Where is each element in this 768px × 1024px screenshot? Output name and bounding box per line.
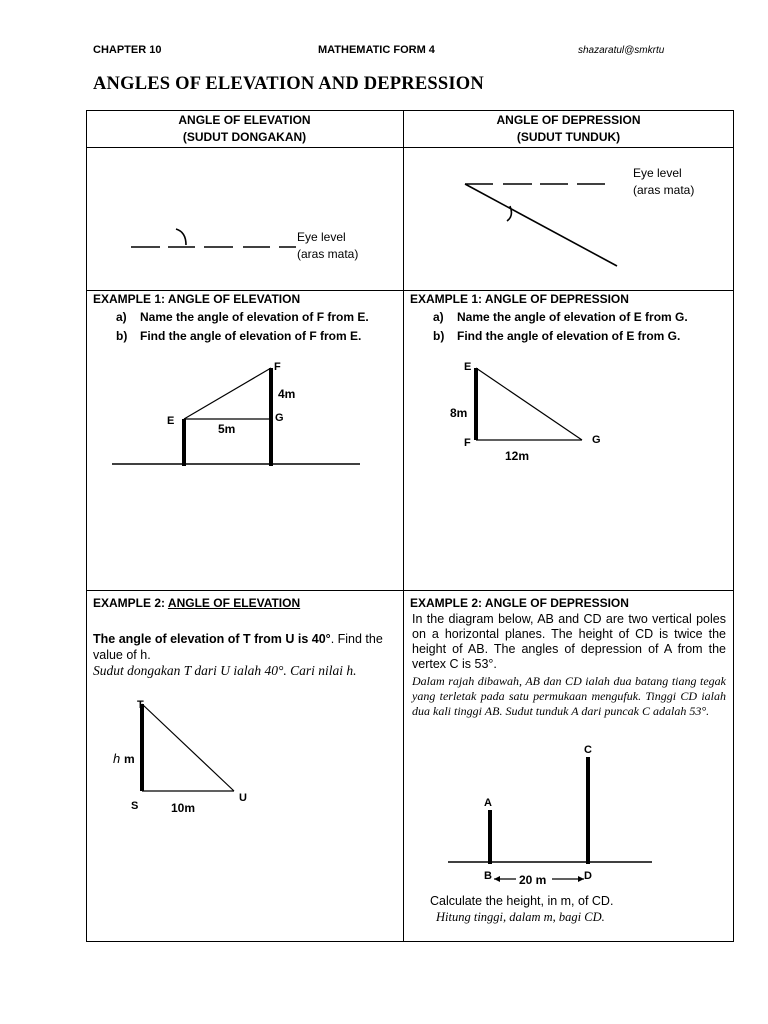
example2-depression-calc-en: Calculate the height, in m, of CD. [430, 894, 614, 908]
point-f-label: F [464, 437, 471, 449]
example2-depression-calc-malay: Hitung tinggi, dalam m, bagi CD. [436, 910, 605, 924]
author-label: shazaratul@smkrtu [578, 45, 665, 56]
height-variable-label: h [113, 751, 121, 766]
distance-label: 5m [218, 422, 236, 436]
question-text: Name the angle of elevation of E from G. [457, 310, 688, 324]
point-t-label: T [137, 699, 144, 711]
height-unit-label: m [124, 752, 135, 766]
point-g-label: G [275, 412, 284, 424]
distance-label: 12m [505, 449, 530, 463]
point-c-label: C [584, 744, 592, 756]
point-e-label: E [464, 361, 472, 373]
distance-label: 20 m [519, 873, 547, 887]
point-b-label: B [484, 870, 492, 882]
question-text: Find the angle of elevation of F from E. [140, 329, 362, 343]
question-text: Name the angle of elevation of F from E. [140, 310, 369, 324]
column-header-depression-line2: (SUDUT TUNDUK) [516, 130, 621, 144]
point-e-label: E [167, 415, 175, 427]
column-header-elevation-line1: ANGLE OF ELEVATION [178, 113, 311, 127]
example1-elevation-title: EXAMPLE 1: ANGLE OF ELEVATION [93, 292, 301, 306]
question-label: b) [433, 329, 445, 343]
title-underlined: ANGLE OF ELEVATION [167, 596, 301, 610]
height-label: 4m [278, 387, 296, 401]
eye-level-malay-label: (aras mata) [297, 247, 359, 261]
question-text: Find the angle of elevation of E from G. [457, 329, 681, 343]
example2-depression-text-malay: Dalam rajah dibawah, AB dan CD ialah dua batang tiang tegak yang terletak pada satu permukaan mengufuk. Tinggi CD ialah dua kali tinggi AB. Sudut tunduk A dari puncak C adalah 53°. [412, 674, 726, 718]
question-bold: The angle of elevation of T from U is 40° [93, 632, 331, 646]
point-a-label: A [484, 797, 492, 809]
column-header-depression-line1: ANGLE OF DEPRESSION [496, 113, 641, 127]
question-rest: . Find the value of h. [93, 632, 383, 662]
title-prefix: EXAMPLE 2: [93, 596, 168, 610]
question-label: a) [433, 310, 444, 324]
point-f-label: F [274, 361, 281, 373]
question-label: a) [116, 310, 127, 324]
example2-depression-title: EXAMPLE 2: ANGLE OF DEPRESSION [410, 596, 629, 610]
height-label: 8m [450, 406, 468, 420]
example1-depression-title: EXAMPLE 1: ANGLE OF DEPRESSION [410, 292, 629, 306]
chapter-label: CHAPTER 10 [93, 44, 162, 56]
eye-level-label: Eye level [297, 230, 346, 244]
arrow-head-left [494, 876, 500, 882]
eye-level-malay-label: (aras mata) [633, 183, 695, 197]
example2-elevation-question-malay: Sudut dongakan T dari U ialah 40°. Cari nilai h. [93, 663, 357, 678]
subject-label: MATHEMATIC FORM 4 [318, 44, 435, 56]
example2-depression-text-en: In the diagram below, AB and CD are two vertical poles on a horizontal planes. The height of CD is twice the height of AB. The angles of depression of A from the vertex C is 53°. [412, 612, 726, 671]
eye-level-label: Eye level [633, 166, 682, 180]
point-g-label: G [592, 434, 601, 446]
point-u-label: U [239, 792, 247, 804]
point-s-label: S [131, 800, 139, 812]
distance-label: 10m [171, 801, 196, 815]
point-d-label: D [584, 870, 592, 882]
question-label: b) [116, 329, 128, 343]
page-title: ANGLES OF ELEVATION AND DEPRESSION [93, 74, 484, 94]
column-header-elevation-line2: (SUDUT DONGAKAN) [182, 130, 307, 144]
